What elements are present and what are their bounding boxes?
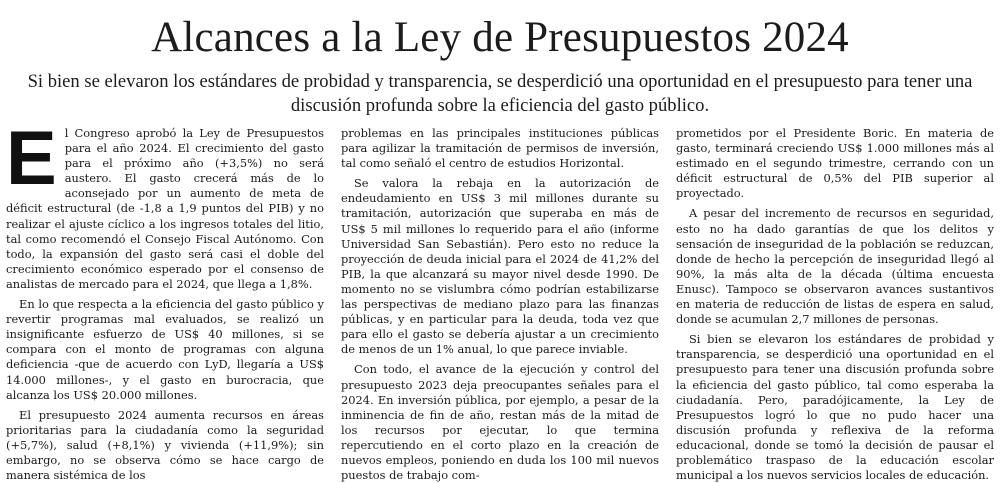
paragraph-text: l Congreso aprobó la Ley de Presupuestos para el año 2024. El crecimiento del gasto para el próximo año (+3,5%) no será austero. El gasto crecerá más de lo aconsejado por un aumento de meta de déficit estructural (de -1,8 a 1,9 puntos del PIB) y no realizar el ajuste cíclico a los ingresos totales del litio, tal como recomendó el Consejo Fiscal Autónomo. Con todo, la expansión del gasto será casi el doble del crecimiento económico esperado por el consenso de analistas de mercado para el 2024, que llega a 1,8%. [6,126,324,291]
paragraph: prometidos por el Presidente Boric. En materia de gasto, terminará creciendo US$ 1.000 millones más al estimado en el segundo trimestre, cerrando con un déficit estructural de 0,5% del PIB superior al proyectado. [676,126,994,201]
headline: Alcances a la Ley de Presupuestos 2024 [151,14,849,61]
paragraph: En lo que respecta a la eficiencia del gasto público y revertir programas mal evaluados, se realizó un insignificante esfuerzo de US$ 40 millones, si se compara con el monto de programas con alguna deficiencia -que de acuerdo con LyD, llegaría a US$ 14.000 millones-, y el gasto en burocracia, que alcanza los US$ 20.000 millones. [6,297,324,402]
paragraph: Si bien se elevaron los estándares de probidad y transparencia, se desperdició una oportunidad en el presupuesto para tener una discusión profunda sobre la eficiencia del gasto público, tal como esperaba la ciudadanía. Pero, paradójicamente, la Ley de Presupuestos logró lo que no pudo hacer una discusión profunda y reflexiva de la reforma educacional, donde se tomó la decisión de pausar el problemático traspaso de la educación escolar municipal a los nuevos servicios locales de educación. [676,332,994,483]
paragraph: El presupuesto 2024 aumenta recursos en áreas prioritarias para la ciudadanía como la seguridad (+5,7%), salud (+8,1%) y vivienda (+11,9%); sin embargo, no se observa cómo se hace cargo de manera sistémica de los [6,407,324,483]
lead-paragraph: Si bien se elevaron los estándares de probidad y transparencia, se desperdició una oportunidad en el presupuesto para tener una discusión profunda sobre la eficiencia del gasto público. [27,71,973,116]
column-2 [341,126,659,483]
paragraph [6,116,324,292]
column-1 [6,116,324,483]
article-body [6,116,994,483]
paragraph: A pesar del incremento de recursos en seguridad, esto no ha dado garantías de que los delitos y sensación de inseguridad de la población se reduzcan, donde de hecho la percepción de inseguridad llegó al 90%, la más alta de la década (última encuesta Enusc). Tampoco se observaron avances sustantivos en materia de reducción de listas de espera en salud, donde se acumulan 2,7 millones de personas. [676,206,994,327]
paragraph: Con todo, el avance de la ejecución y control del presupuesto 2023 deja preocupantes señales para el 2024. En inversión pública, por ejemplo, a pesar de la inminencia de fin de año, restan más de la mitad de los recursos por ejecutar, lo que termina repercutiendo en el corto plazo en la creación de nuevos empleos, poniendo en duda los 100 mil nuevos puestos de trabajo com- [341,362,659,483]
drop-cap: E [6,116,57,201]
column-3 [676,126,994,483]
paragraph: problemas en las principales instituciones públicas para agilizar la tramitación de permisos de inversión, tal como señaló el centro de estudios Horizontal. [341,126,659,171]
paragraph: Se valora la rebaja en la autorización de endeudamiento en US$ 3 mil millones durante su tramitación, autorización que superaba en más de US$ 5 mil millones lo requerido para el año (informe Universidad San Sebastián). Pero esto no reduce la proyección de deuda inicial para el 2024 de 41,2% del PIB, la que alcanzará su mayor nivel desde 1990. De momento no se vislumbra cómo podrían estabilizarse las perspectivas de mediano plazo para las finanzas públicas, y en particular para la deuda, toda vez que para ello el gasto se debería ajustar a un crecimiento de menos de un 1% anual, lo que parece inviable. [341,176,659,357]
